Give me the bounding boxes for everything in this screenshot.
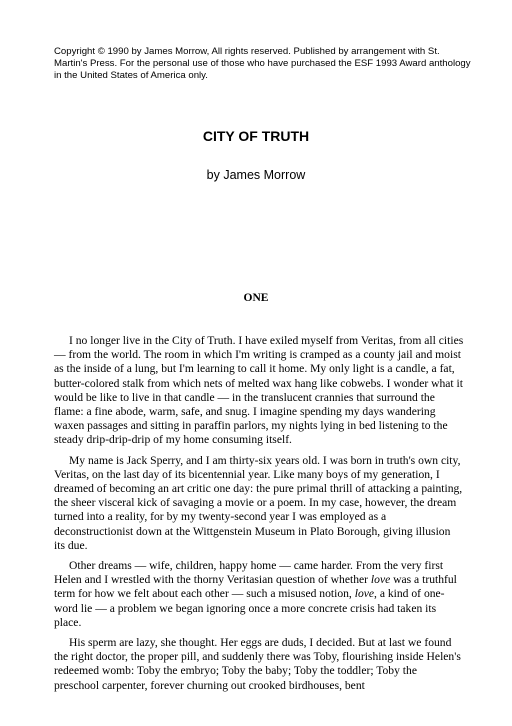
- paragraph-4-text: His sperm are lazy, she thought. Her eggs are duds, I decided. But at last we found the right doctor, the proper pill, and suddenly there was Toby, flourishing inside Helen's redeemed womb: Toby the embryo; Toby the baby; Toby the toddler; Toby the preschool carpenter, forever churning out crooked birdhouses, bent: [54, 636, 461, 692]
- body-text: [54, 334, 464, 699]
- story-title: CITY OF TRUTH: [202, 128, 310, 144]
- paragraph-1: [54, 334, 464, 448]
- paragraph-2-text: My name is Jack Sperry, and I am thirty-six years old. I was born in truth's own city, Veritas, on the last day of its bicentennial year. Like many boys of my generation, I dreamed of becoming an art critic one day: the pure primal thrill of attacking a painting, the sheer visceral kick of savaging a movie or a poem. In my case, however, the dream turned into a reality, for by my twenty-second year I was employed as a deconstructionist down at the Wittgenstein Museum in Plato Borough, giving illusion its due.: [54, 453, 463, 552]
- author-byline: by James Morrow: [206, 168, 306, 182]
- paragraph-3-text-c: , a kind of one-word lie — a problem we began ignoring once a more concrete crisis had taken its place.: [54, 587, 445, 629]
- paragraph-3-emphasis-2: love: [354, 587, 375, 601]
- paragraph-3-text-a: Other dreams — wife, children, happy home — came harder. From the very first Helen and I wrestled with the thorny Veritasian question of whether: [54, 559, 444, 587]
- paragraph-3: [54, 559, 464, 630]
- paragraph-3-text-b: was a truthful term for how we felt about each other — such a misused notion,: [54, 573, 457, 601]
- chapter-heading: ONE: [243, 292, 269, 304]
- paragraph-2: [54, 454, 464, 553]
- paragraph-3-emphasis-1: love: [370, 573, 391, 587]
- paragraph-1-text: I no longer live in the City of Truth. I have exiled myself from Veritas, from all cities — from the world. The room in which I'm writing is cramped as a county jail and moist as the inside of a lung, but I'm learning to call it home. My only light is a candle, a fat, butter-colored stalk from which nets of melted wax hang like cobwebs. I wonder what it would be like to live in that candle — in the translucent crannies that surround the flame: a fine abode, warm, safe, and snug. I imagine spending my days wandering waxen passages and sitting in paraffin parlors, my nights lying in bed listening to the steady drip-drip-drip of my home consuming itself.: [54, 334, 464, 447]
- copyright-notice: Copyright © 1990 by James Morrow, All rights reserved. Published by arrangement with St. Martin's Press. For the personal use of those who have purchased the ESF 1993 Award anthology in the United States of America only.: [54, 46, 471, 81]
- paragraph-4: [54, 636, 464, 693]
